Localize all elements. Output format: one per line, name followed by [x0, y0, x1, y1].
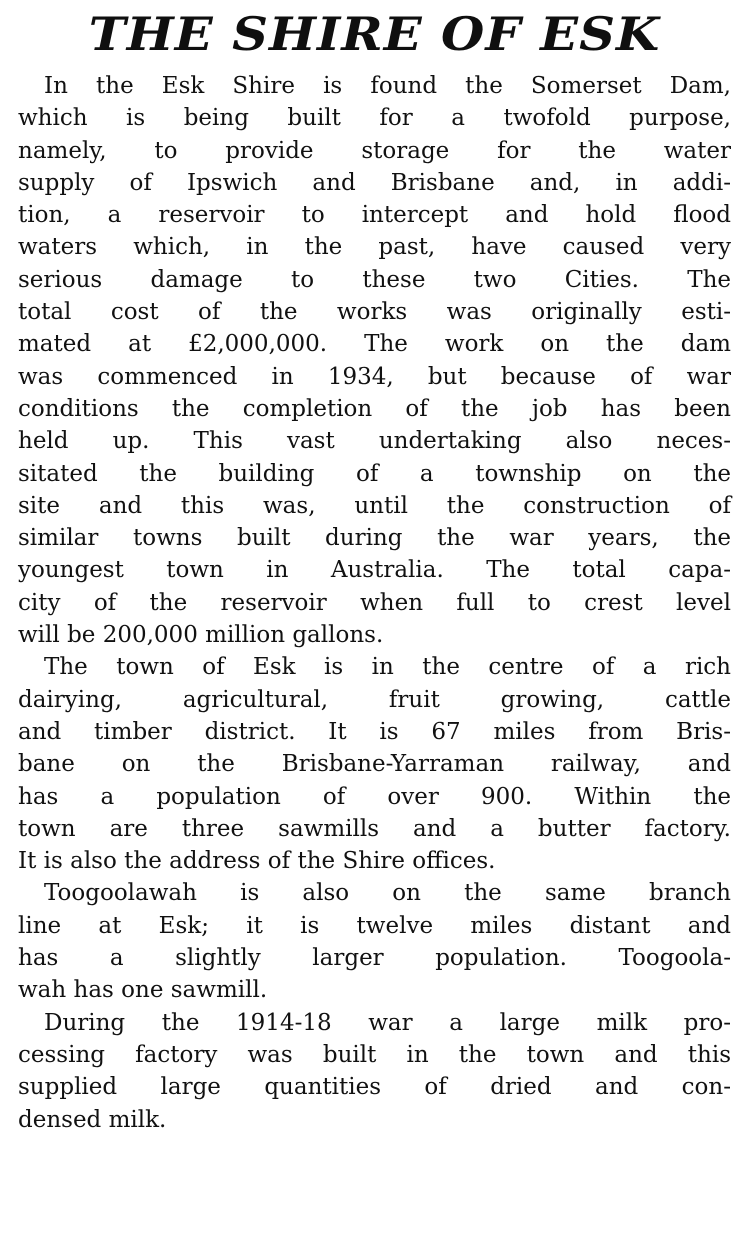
paragraph-milk-factory — [18, 1007, 731, 1136]
text-line: bane on the Brisbane-Yarraman railway, and — [18, 751, 731, 778]
text-line: waters which, in the past, have caused very — [18, 234, 731, 261]
text-line: and timber district. It is 67 miles from Bris- — [18, 718, 731, 745]
text-line: wah has one sawmill. — [18, 977, 268, 1004]
text-line: youngest town in Australia. The total capa- — [18, 557, 731, 584]
text-line: has a slightly larger population. Toogoola- — [18, 945, 731, 972]
text-line: dairying, agricultural, fruit growing, cattle — [18, 686, 731, 713]
text-line: densed milk. — [18, 1106, 167, 1133]
text-line: has a population of over 900. Within the — [18, 783, 731, 810]
text-line: In the Esk Shire is found the Somerset Dam, — [44, 73, 731, 99]
text-line: sitated the building of a township on the — [18, 460, 731, 487]
paragraph-toogoolawah — [18, 877, 731, 1006]
text-line: supply of Ipswich and Brisbane and, in addi- — [18, 169, 731, 196]
text-line: which is being built for a twofold purpose, — [18, 105, 731, 132]
text-line: held up. This vast undertaking also neces- — [18, 428, 731, 455]
text-line: supplied large quantities of dried and con- — [18, 1074, 731, 1101]
text-line: conditions the completion of the job has been — [18, 395, 731, 422]
text-line: cessing factory was built in the town and this — [18, 1041, 731, 1068]
text-line: line at Esk; it is twelve miles distant and — [18, 912, 731, 939]
text-line: mated at £2,000,000. The work on the dam — [18, 331, 731, 358]
text-line: total cost of the works was originally esti- — [18, 299, 731, 326]
text-line: city of the reservoir when full to crest level — [18, 589, 731, 616]
paragraph-somerset-dam — [18, 70, 731, 651]
headline: THE SHIRE OF ESK — [88, 7, 661, 61]
text-line: namely, to provide storage for the water — [18, 137, 731, 164]
text-line: Toogoolawah is also on the same branch — [44, 880, 731, 907]
paragraph-town-of-esk — [18, 651, 731, 877]
text-line: serious damage to these two Cities. The — [18, 266, 731, 293]
text-line: The town of Esk is in the centre of a rich — [44, 654, 731, 681]
text-line: similar towns built during the war years, the — [18, 525, 731, 552]
text-line: town are three sawmills and a butter factory. — [18, 815, 731, 842]
text-line: site and this was, until the construction of — [18, 492, 731, 519]
text-line: During the 1914-18 war a large milk pro- — [44, 1009, 731, 1036]
text-line: will be 200,000 million gallons. — [18, 622, 384, 649]
text-line: It is also the address of the Shire offices. — [18, 848, 496, 875]
text-line: tion, a reservoir to intercept and hold flood — [18, 202, 731, 229]
text-line: was commenced in 1934, but because of war — [18, 363, 731, 390]
